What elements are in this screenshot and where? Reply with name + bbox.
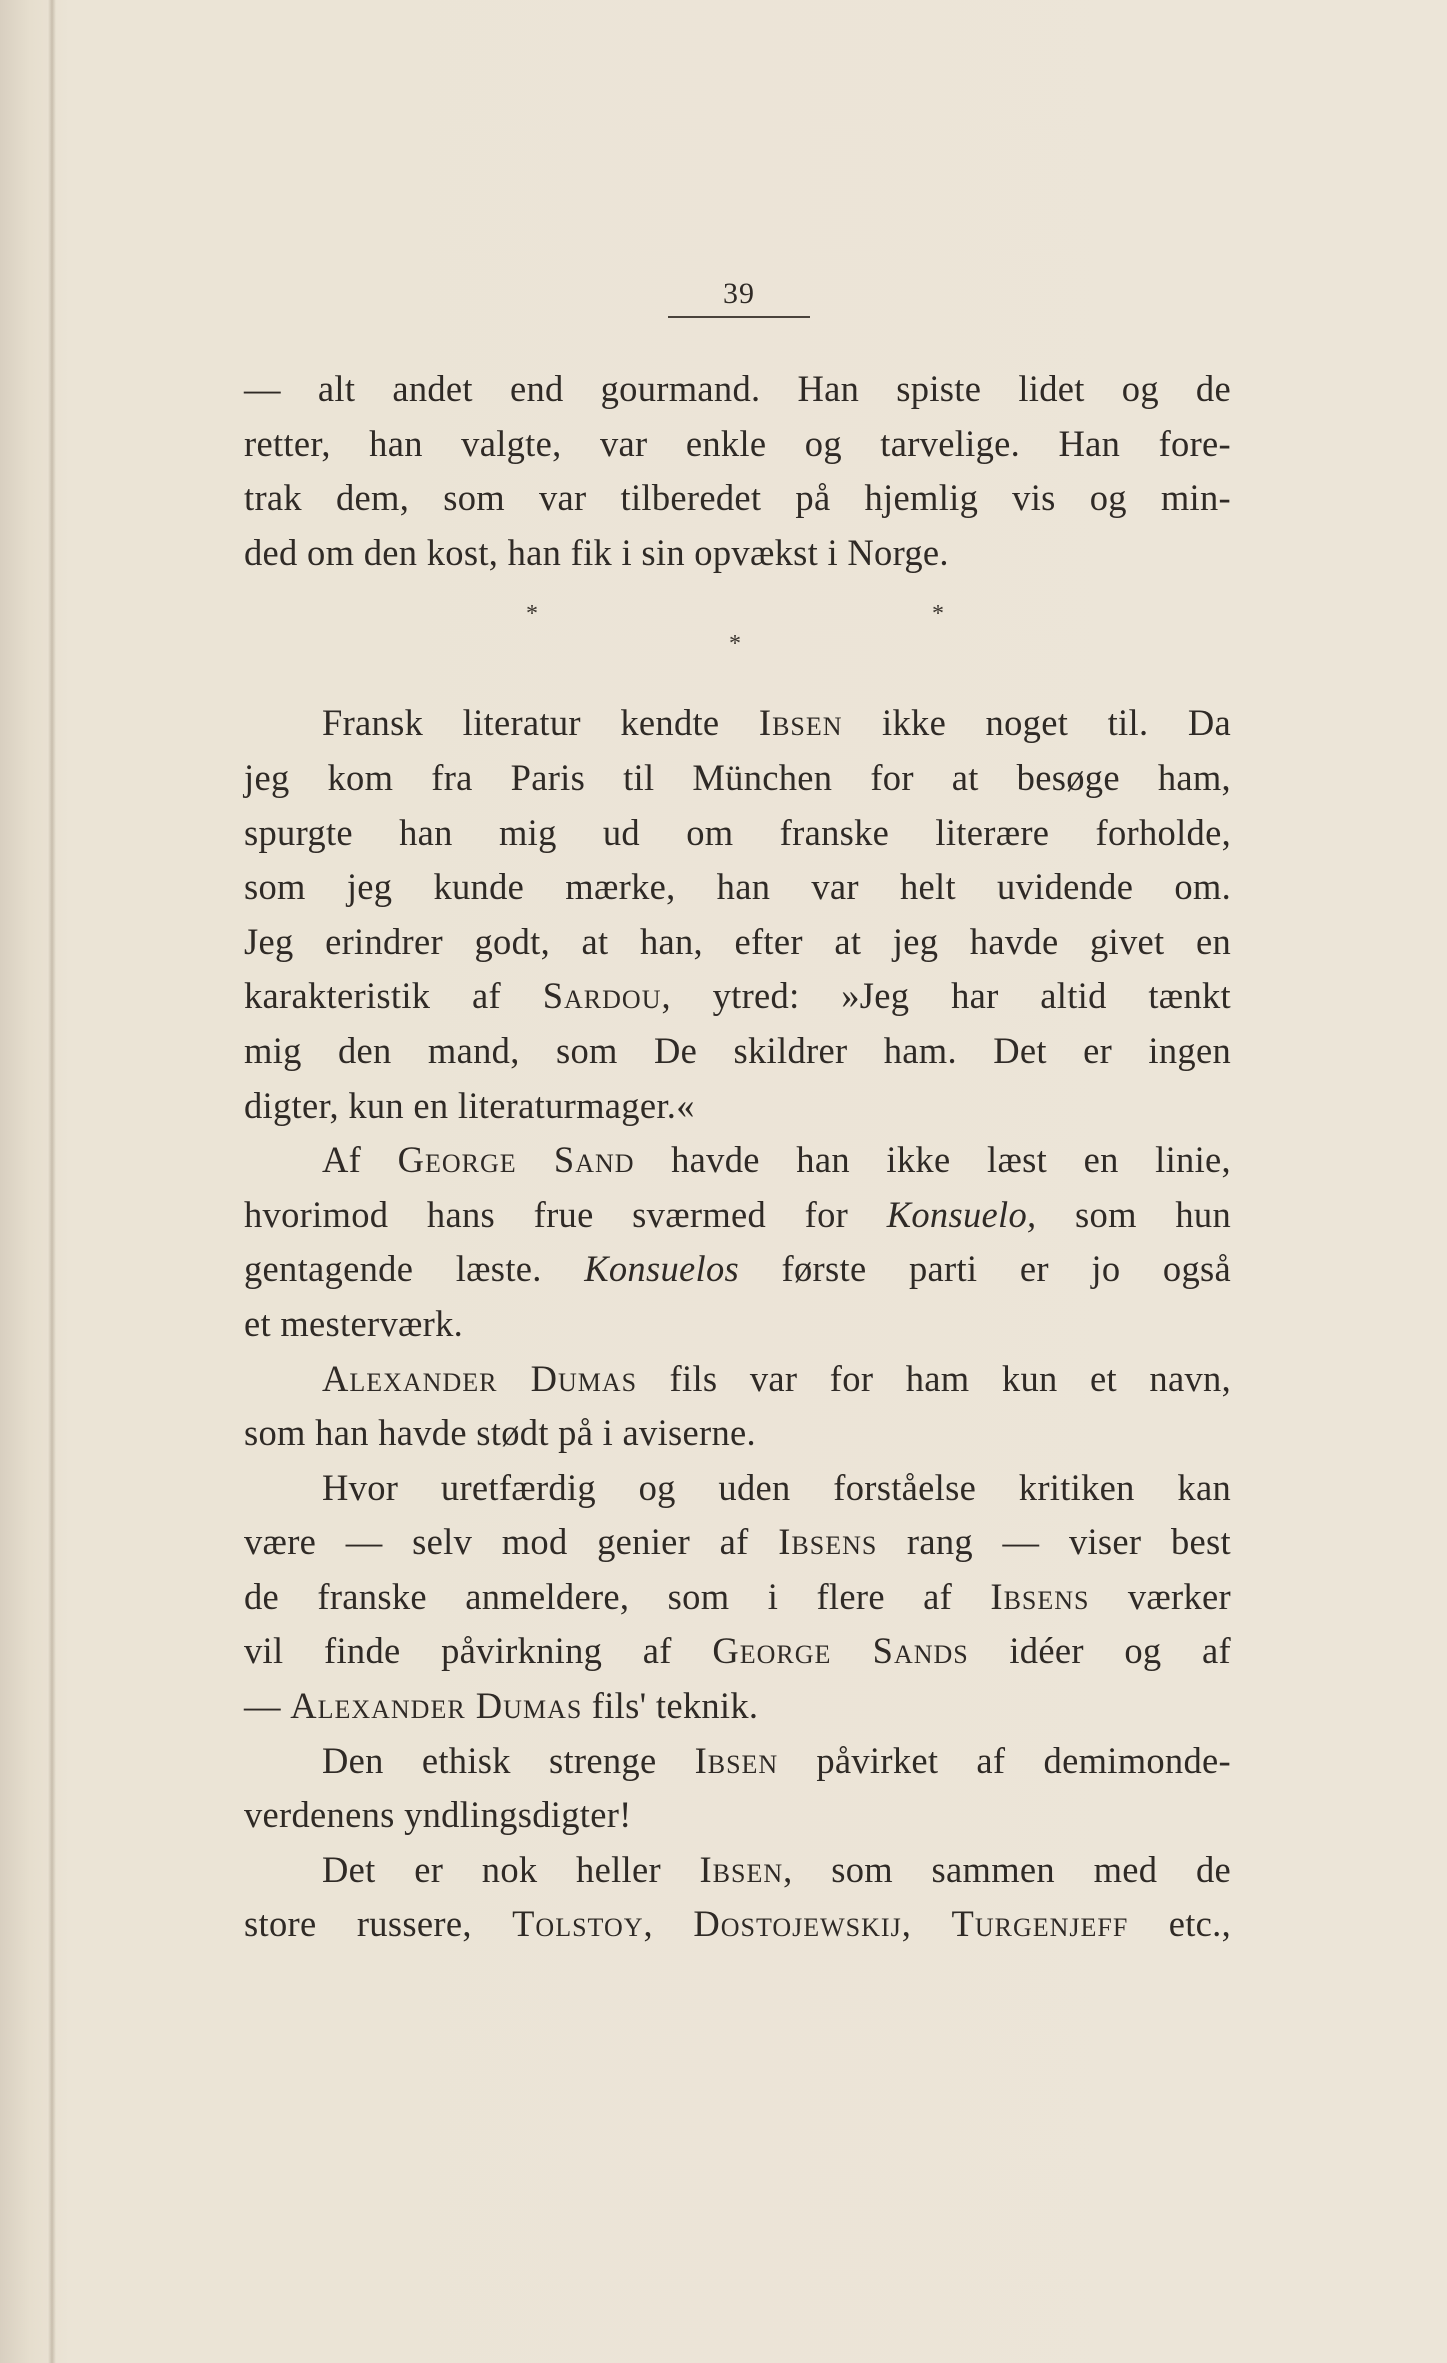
separator-star: * xyxy=(729,631,742,658)
text-line xyxy=(244,1515,1231,1570)
text-line: ded om den kost, han fik i sin opvækst i Norge. xyxy=(244,531,949,573)
text-line xyxy=(244,1843,1231,1898)
small-caps-name: Ibsen xyxy=(699,1848,784,1890)
small-caps-name: Ibsen xyxy=(694,1739,779,1781)
italic-title: Konsuelos xyxy=(584,1248,740,1290)
separator-star: * xyxy=(526,601,539,628)
text-span: de franske anmeldere, som i flere af xyxy=(244,1575,991,1617)
section-separator xyxy=(244,580,1231,696)
text-line: som jeg kunde mærke, han var helt uvidende om. xyxy=(244,866,1231,908)
small-caps-name: Sardou xyxy=(542,975,662,1017)
text-line xyxy=(244,1352,1231,1407)
small-caps-name: George Sand xyxy=(397,1139,635,1181)
text-line: digter, kun en literaturmager.« xyxy=(244,1084,695,1126)
text-line xyxy=(244,1242,1231,1297)
text-line xyxy=(244,1679,1231,1734)
paragraph xyxy=(244,1734,1231,1843)
text-span: havde han ikke læst en linie, xyxy=(634,1139,1231,1181)
text-span: rang — viser best xyxy=(877,1521,1231,1563)
text-line: verdenens yndlingsdigter! xyxy=(244,1794,632,1836)
paragraph xyxy=(244,1843,1231,1952)
small-caps-name: Ibsens xyxy=(990,1575,1090,1617)
text-span: , som sammen med de xyxy=(783,1848,1231,1890)
text-line: — alt andet end gourmand. Han spiste lidet og de xyxy=(244,368,1231,409)
separator-star: * xyxy=(932,601,945,628)
small-caps-name: Alexander Dumas xyxy=(290,1685,583,1727)
text-span: karakteristik af xyxy=(244,975,543,1017)
text-line xyxy=(244,1624,1231,1679)
text-span: værker xyxy=(1089,1575,1231,1617)
small-caps-name: Ibsens xyxy=(778,1521,878,1563)
text-span: store russere, xyxy=(244,1903,513,1945)
text-span: etc., xyxy=(1128,1903,1231,1945)
paragraph xyxy=(244,362,1231,580)
text-line xyxy=(244,1133,1231,1188)
page-number: 39 xyxy=(723,277,755,310)
text-line: et mesterværk. xyxy=(244,1302,464,1344)
text-span: hvorimod hans frue sværmed for xyxy=(244,1193,887,1235)
italic-title: Konsuelo, xyxy=(886,1193,1037,1235)
small-caps-name: George Sands xyxy=(712,1630,969,1672)
text-span: ikke noget til. Da xyxy=(842,702,1232,744)
page-number-rule xyxy=(668,316,810,318)
text-line xyxy=(244,696,1231,751)
text-span: idéer og af xyxy=(968,1630,1231,1672)
paragraph xyxy=(244,1461,1231,1734)
text-span: Af xyxy=(322,1139,398,1181)
text-span: være — selv mod genier af xyxy=(244,1521,779,1563)
text-line xyxy=(244,1570,1231,1625)
small-caps-name: Ibsen xyxy=(758,702,843,744)
text-span: , ytred: »Jeg har altid tænkt xyxy=(661,975,1231,1017)
text-line xyxy=(244,969,1231,1024)
text-span: påvirket af demimonde- xyxy=(778,1739,1231,1781)
text-line xyxy=(244,1188,1231,1243)
body-text xyxy=(244,362,1231,1952)
text-span: — xyxy=(244,1685,291,1727)
text-line: trak dem, som var tilberedet på hjemlig vis og min- xyxy=(244,477,1231,519)
text-line: spurgte han mig ud om franske literære forholde, xyxy=(244,811,1231,853)
text-span: Det er nok heller xyxy=(322,1848,700,1890)
text-span: vil finde påvirkning af xyxy=(244,1630,713,1672)
text-span: Fransk literatur kendte xyxy=(322,702,759,744)
text-span: som hun xyxy=(1036,1193,1231,1235)
text-line: Jeg erindrer godt, at han, efter at jeg havde givet en xyxy=(244,920,1231,962)
text-line: jeg kom fra Paris til München for at besøge ham, xyxy=(244,756,1231,798)
text-span: Den ethisk strenge xyxy=(322,1739,695,1781)
text-span: , xyxy=(901,1903,952,1945)
text-line: retter, han valgte, var enkle og tarvelige. Han fore- xyxy=(244,422,1231,464)
text-span: første parti er jo også xyxy=(739,1248,1232,1290)
text-line xyxy=(244,1734,1231,1789)
small-caps-name: Dostojewskij xyxy=(693,1903,902,1945)
text-span: fils var for ham kun et navn, xyxy=(637,1357,1231,1399)
text-span: fils' teknik. xyxy=(582,1685,759,1727)
small-caps-name: Turgenjeff xyxy=(951,1903,1129,1945)
small-caps-name: Alexander Dumas xyxy=(322,1357,638,1399)
text-line: mig den mand, som De skildrer ham. Det er ingen xyxy=(244,1029,1231,1071)
small-caps-name: Tolstoy xyxy=(512,1903,644,1945)
text-span: gentagende læste. xyxy=(244,1248,585,1290)
text-span: , xyxy=(643,1903,694,1945)
paragraph xyxy=(244,696,1231,1133)
paragraph xyxy=(244,1352,1231,1461)
text-line: som han havde stødt på i aviserne. xyxy=(244,1412,756,1454)
paragraph xyxy=(244,1133,1231,1351)
page-gutter-shadow xyxy=(48,0,56,2363)
text-line: Hvor uretfærdig og uden forståelse kritiken kan xyxy=(322,1466,1231,1508)
text-line xyxy=(244,1897,1231,1952)
